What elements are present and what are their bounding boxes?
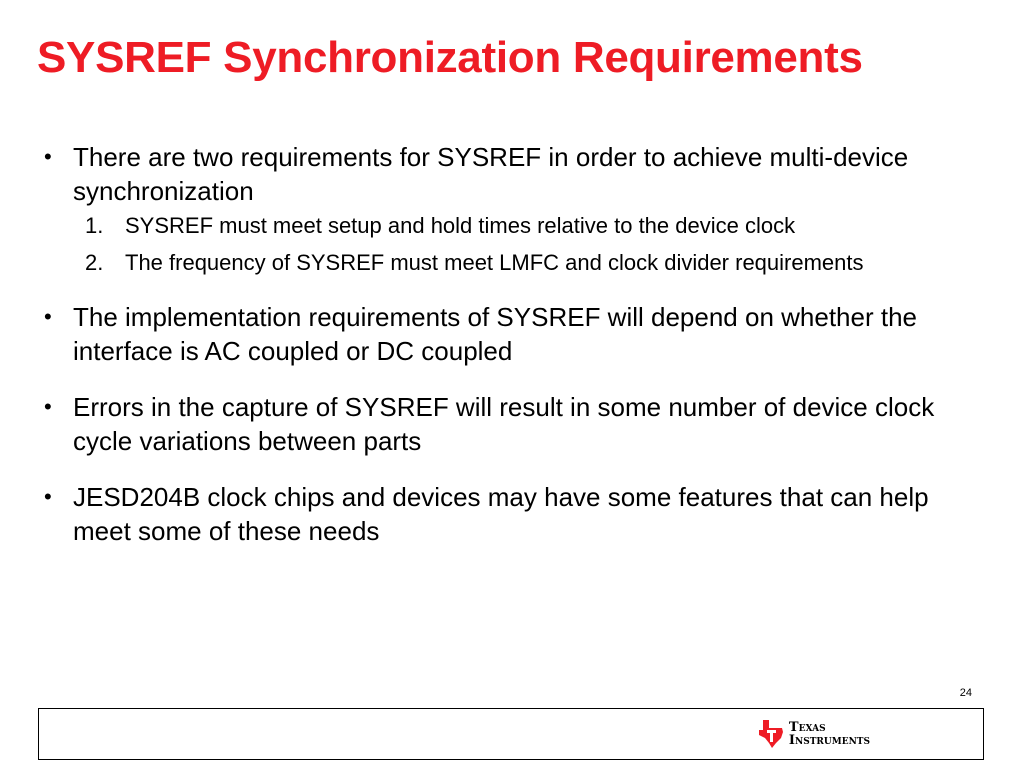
ti-wordmark (789, 721, 870, 747)
bullet-item (40, 300, 970, 368)
sublist-number: 2. (85, 250, 104, 275)
numbered-sublist (73, 211, 970, 278)
slide-title: SYSREF Synchronization Requirements (37, 33, 863, 82)
logo-line-texas: Texas (788, 720, 826, 735)
sublist-item (85, 248, 970, 278)
bullet-item (40, 140, 970, 278)
bullet-text: There are two requirements for SYSREF in order to achieve multi-device synchronization (73, 142, 909, 206)
bullet-text: The implementation requirements of SYSREF will depend on whether the interface is AC coupled or DC coupled (73, 302, 917, 366)
texas-state-icon (758, 719, 784, 749)
bullet-marker: • (44, 394, 52, 419)
bullet-list (40, 140, 970, 570)
ti-logo (758, 719, 870, 749)
bullet-marker: • (44, 484, 52, 509)
bullet-marker: • (44, 304, 52, 329)
sublist-text: SYSREF must meet setup and hold times relative to the device clock (125, 213, 796, 238)
sublist-text: The frequency of SYSREF must meet LMFC and clock divider requirements (125, 250, 864, 275)
bullet-item (40, 390, 970, 458)
page-number: 24 (959, 687, 972, 699)
bullet-text: JESD204B clock chips and devices may have some features that can help meet some of these needs (73, 482, 929, 546)
footer-bar (38, 708, 984, 760)
logo-line-instruments: Instruments (788, 733, 870, 748)
sublist-number: 1. (85, 213, 104, 238)
bullet-item (40, 480, 970, 548)
bullet-text: Errors in the capture of SYSREF will result in some number of device clock cycle variations between parts (73, 392, 935, 456)
sublist-item (85, 211, 970, 241)
bullet-marker: • (44, 144, 52, 169)
